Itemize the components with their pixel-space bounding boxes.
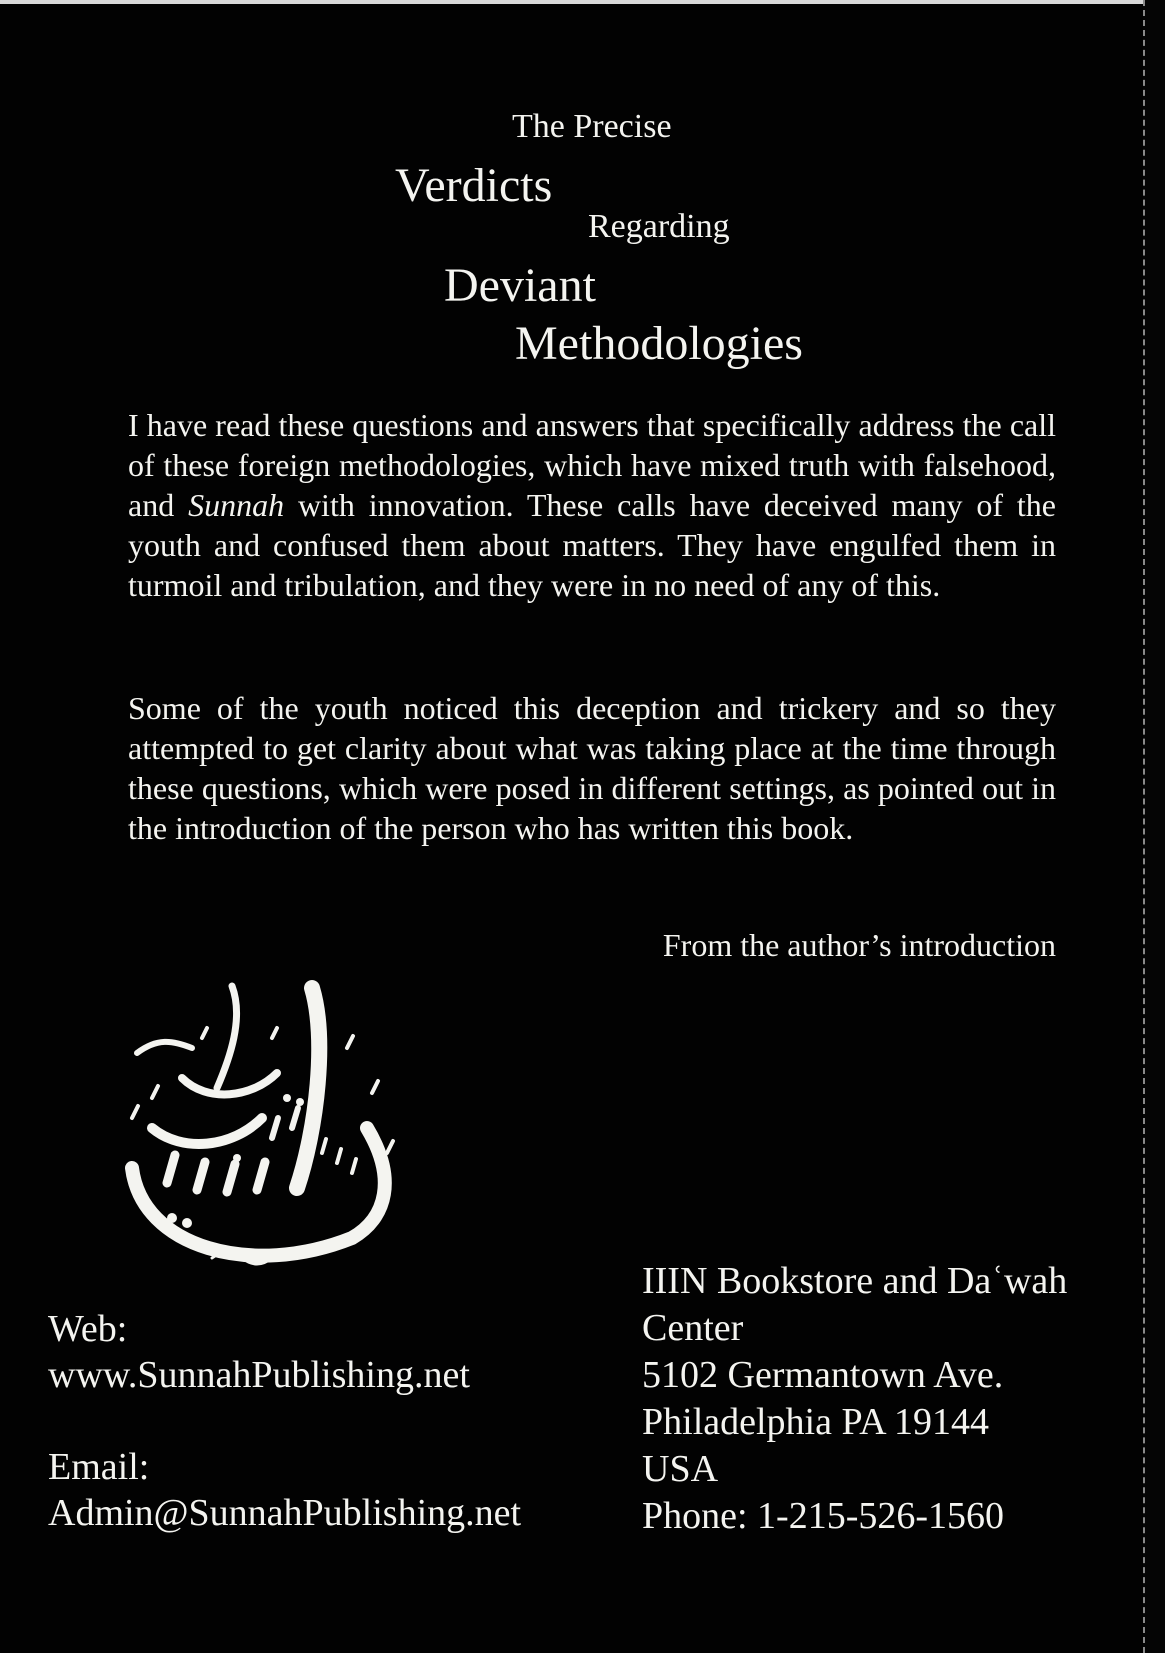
email-link[interactable]: Admin@SunnahPublishing.net [48, 1492, 522, 1534]
email-label: Email: [48, 1446, 150, 1488]
arabic-calligraphy-logo-icon [112, 978, 412, 1298]
para1-text-b: with innovation. These calls have deceived many of the youth and confused them about matters. They have engulfed them in turmoil and tribulation, and they were in no need of any of this. [128, 487, 1057, 603]
sunnah-italic: Sunnah [188, 487, 285, 523]
spine-edge [1143, 0, 1165, 1653]
address-line-4: Philadelphia PA 19144 [642, 1401, 989, 1443]
title-line-5: Methodologies [515, 317, 803, 370]
top-edge [0, 0, 1165, 4]
attribution: From the author’s introduction [662, 927, 1056, 963]
address-block [642, 1258, 1067, 1540]
web-link[interactable]: www.SunnahPublishing.net [48, 1354, 470, 1396]
address-line-1: IIIN Bookstore and Daʿwah [642, 1260, 1068, 1302]
address-line-3: 5102 Germantown Ave. [642, 1354, 1004, 1396]
title-line-3: Regarding [588, 208, 730, 245]
intro-paragraph-2: Some of the youth noticed this deception and trickery and so they attempted to get clarity about what was taking place at the time through these questions, which were posed in different settings, as pointed out in the introduction of the person who has written this book. [128, 690, 1056, 846]
title-line-4: Deviant [444, 259, 596, 312]
para1-text-a: I have read these questions and answers that specifically address the call of these foreign methodologies, which have mixed truth with falsehood, and [128, 407, 1056, 523]
title-line-1: The Precise [512, 108, 672, 145]
spacer [48, 1398, 521, 1444]
phone-number: Phone: 1-215-526-1560 [642, 1495, 1005, 1537]
contact-block [48, 1306, 521, 1536]
web-label: Web: [48, 1308, 128, 1350]
title-line-2: Verdicts [395, 159, 553, 212]
address-line-5: USA [642, 1448, 719, 1490]
intro-paragraph-1 [128, 405, 1056, 605]
address-line-2: Center [642, 1307, 744, 1349]
